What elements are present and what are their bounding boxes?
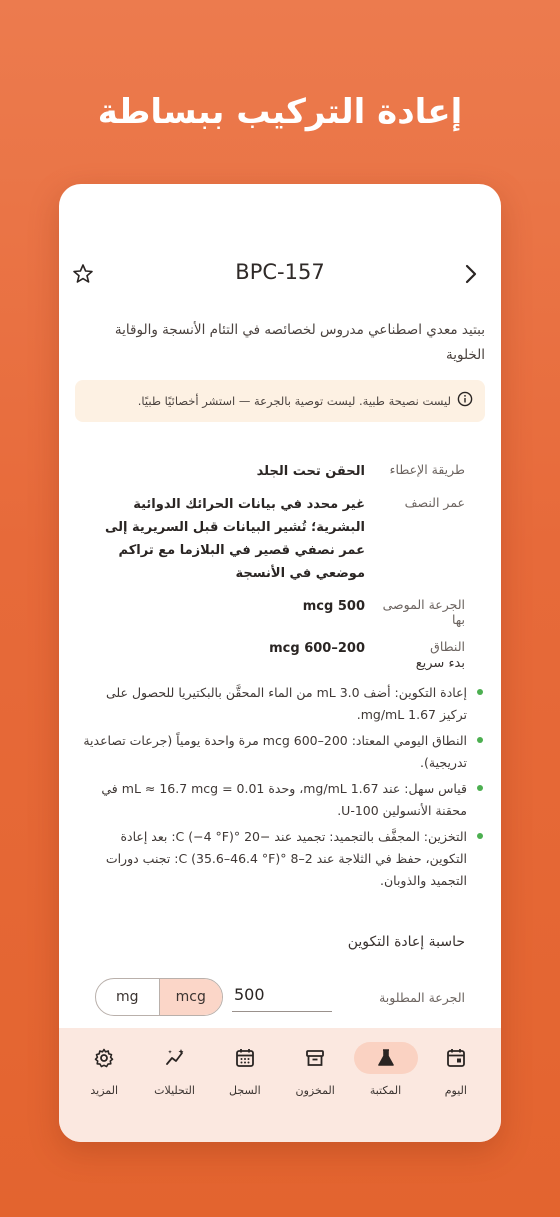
tab-label: المزيد: [90, 1084, 119, 1097]
tab-more[interactable]: [69, 1028, 139, 1142]
list-item: [77, 826, 485, 892]
list-item: [77, 730, 485, 774]
medical-disclaimer: [75, 380, 485, 422]
tab-label: التحليلات: [154, 1084, 195, 1097]
detail-label: الجرعة الموصى بها: [382, 597, 465, 627]
detail-value: الحقن تحت الجلد: [256, 464, 365, 479]
unit-option-mcg[interactable]: mcg: [159, 979, 223, 1015]
detail-value: 500 mcg: [302, 599, 365, 614]
marketing-headline: إعادة التركيب ببساطة: [97, 92, 463, 132]
tab-inventory[interactable]: [280, 1028, 350, 1142]
list-item-text: النطاق اليومي المعتاد: 200–600 mcg مرة واحدة يومياً (جرعات تصاعدية تدريجية).: [83, 733, 467, 770]
calculator-heading: حاسبة إعادة التكوين: [347, 934, 465, 950]
chevron-right-icon[interactable]: [461, 262, 481, 290]
tab-analytics[interactable]: [139, 1028, 209, 1142]
phone-screen: [59, 184, 501, 1142]
unit-toggle: [95, 978, 223, 1016]
dose-row: [95, 978, 465, 1018]
info-icon: [457, 391, 473, 411]
peptide-details: [95, 460, 465, 670]
sparkle-chart-icon: [143, 1042, 207, 1074]
bullet-dot: [477, 689, 483, 695]
quickstart-heading: بدء سريع: [415, 656, 465, 671]
dose-input[interactable]: 500: [232, 980, 332, 1012]
list-item-text: قياس سهل: عند 1.67 mg/mL، وحدة 0.01 = mL ≈ 16.7 mcg في محقنة الأنسولين U-100.: [101, 781, 467, 818]
detail-label: عمر النصف: [404, 495, 465, 510]
page-title: BPC-157: [235, 260, 325, 284]
archive-box-icon: [283, 1042, 347, 1074]
detail-row-dose: [95, 595, 465, 627]
list-item: [77, 778, 485, 822]
bullet-dot: [477, 833, 483, 839]
list-item: [77, 682, 485, 726]
detail-row-route: [95, 460, 465, 483]
tab-label: السجل: [229, 1084, 261, 1097]
bullet-dot: [477, 737, 483, 743]
unit-option-mg[interactable]: mg: [115, 989, 139, 1005]
detail-value: غير محدد في بيانات الحرائك الدوائية البشرية؛ تُشير البيانات قبل السريرية إلى عمر نصفي قصير في البلازما مع تراكم موضعي في الأنسجة: [104, 497, 365, 581]
disclaimer-text: ليست نصيحة طبية. ليست توصية بالجرعة — استشر أخصائيًا طبيًا.: [137, 394, 451, 408]
detail-value: 200–600 mcg: [269, 641, 365, 656]
gear-icon: [72, 1042, 136, 1074]
tab-today[interactable]: [421, 1028, 491, 1142]
dose-label: الجرعة المطلوبة: [379, 990, 465, 1005]
list-item-text: إعادة التكوين: أضف 3.0 mL من الماء المحقَّن بالبكتيريا للحصول على تركيز 1.67 mg/mL.: [105, 685, 467, 722]
tab-label: المخزون: [295, 1084, 335, 1097]
tab-label: المكتبة: [369, 1084, 402, 1097]
tab-label: اليوم: [444, 1084, 467, 1097]
star-favorite-icon[interactable]: [71, 262, 95, 290]
quickstart-list: [77, 682, 485, 896]
flask-icon: [354, 1042, 418, 1074]
calendar-grid-icon: [213, 1042, 277, 1074]
calendar-today-icon: [424, 1042, 488, 1074]
peptide-description: ببتيد معدي اصطناعي مدروس لخصائصه في التئام الأنسجة والوقاية الخلوية: [114, 322, 485, 363]
list-item-text: التخزين: المجفَّف بالتجميد: تجميد عند −20 °C (−4 °F): بعد إعادة التكوين، حفظ في الثلاجة عند 2–8 °C (35.6–46.4 °F): تجنب دورات التجميد والذوبان.: [105, 829, 467, 888]
detail-label: طريقة الإعطاء: [389, 462, 465, 477]
tab-library[interactable]: [350, 1028, 420, 1142]
bullet-dot: [477, 785, 483, 791]
detail-row-range: [95, 637, 465, 660]
top-nav: [59, 256, 501, 296]
tab-log[interactable]: [210, 1028, 280, 1142]
bottom-tab-bar: [59, 1028, 501, 1142]
detail-label: النطاق: [430, 639, 465, 654]
detail-row-half-life: [95, 493, 465, 585]
